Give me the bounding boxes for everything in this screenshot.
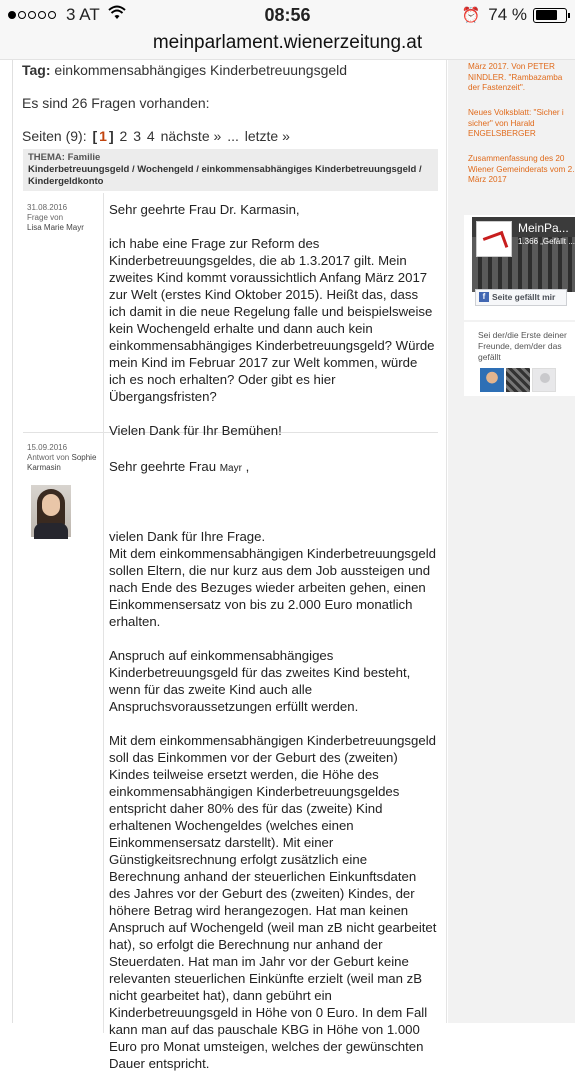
battery-fill [536, 10, 557, 20]
friends-text: Sei der/die Erste deiner Freunde, dem/der das gefällt [478, 330, 567, 362]
facebook-widget [464, 215, 575, 320]
news-link[interactable]: März 2017. Von PETER NINDLER. "Rambazamba der Fastenzeit". [468, 62, 563, 92]
facebook-like-count: 1.366 „Gefällt ... [518, 237, 575, 246]
question-role: Frage von [27, 213, 64, 222]
pagination [22, 128, 292, 144]
friend-avatar[interactable] [480, 368, 504, 392]
signal-dot-icon [8, 11, 16, 19]
facebook-cover[interactable] [472, 217, 575, 292]
avatar[interactable] [31, 485, 71, 537]
friend-avatar[interactable] [532, 368, 556, 392]
like-page-label: Seite gefällt mir [492, 292, 556, 302]
topic-header [23, 149, 438, 191]
answer-greeting [109, 458, 437, 477]
tag-label: Tag: [22, 62, 51, 78]
answer-role-label: Antwort von [27, 453, 70, 462]
status-bar [0, 0, 575, 30]
answer-author[interactable]: Sophie Karmasin [27, 453, 97, 472]
greeting-text: Sehr geehrte Frau [109, 459, 217, 474]
question-meta [27, 203, 97, 233]
divider [103, 193, 104, 433]
question-count: Es sind 26 Fragen vorhanden: [22, 95, 210, 111]
answer-date: 15.09.2016 [27, 443, 68, 452]
battery-percent: 74 % [488, 5, 527, 24]
divider [103, 433, 104, 1033]
greeting-name: Mayr [219, 463, 242, 474]
question-row [23, 193, 438, 438]
main-content [0, 60, 447, 1071]
carrier-name: 3 AT [66, 5, 100, 24]
divider [12, 60, 13, 1023]
facebook-icon: f [479, 292, 489, 302]
tag-value: einkommensabhängiges Kinderbetreuungsgeld [54, 62, 348, 78]
tag-line [22, 62, 347, 78]
answer-meta [27, 443, 97, 473]
friends-box [464, 322, 575, 396]
question-date: 31.08.2016 [27, 203, 68, 212]
topic-links[interactable]: Kinderbetreuungsgeld / Wochengeld / einkommensabhängiges Kinderbetreuungsgeld / Kindergeldkonto [28, 164, 422, 187]
pager-next-link[interactable]: nächste » [160, 128, 222, 144]
pager-prefix: Seiten (9): [22, 128, 87, 144]
question-author: Lisa Marie Mayr [27, 223, 84, 232]
signal-dot-icon [38, 11, 46, 19]
page-logo-icon [476, 221, 512, 257]
question-text: Sehr geehrte Frau Dr. Karmasin, ich habe eine Frage zur Reform des Kinderbetreuungsgeldes, die ab 1.3.2017 gilt. Mein zweites Kind kommt voraussichtlich Anfang März 2017 zur Welt (erstes Kind Oktober 2015). Heißt das, dass ich damit in die neue Regelung falle und beispielsweise kein Wochengeld erhalte und dann auch kein einkommensabhängiges Kinderbetreuungsgeld? Würde mein Kind im Februar 2017 zur Welt kommen, würde ich es noch erhalten? Oder gibt es hier Übergangsfristen? Vielen Dank für Ihr Bemühen! [109, 202, 435, 438]
like-page-button[interactable] [475, 289, 567, 306]
clock: 08:56 [264, 5, 311, 25]
answer-row [23, 433, 438, 1071]
friend-avatar[interactable] [506, 368, 530, 392]
signal-dot-icon [28, 11, 36, 19]
topic-label: THEMA: Familie [28, 152, 101, 163]
greeting-end: , [245, 459, 250, 474]
pager-last-link[interactable]: letzte » [244, 128, 290, 144]
pager-dots: ... [227, 128, 239, 144]
pager-bracket: [ [92, 128, 98, 144]
pager-page-link[interactable]: 2 [119, 128, 128, 144]
answer-text: vielen Dank für Ihre Frage. Mit dem einkommensabhängigen Kinderbetreuungsgeld sollen Eltern, die nur kurz aus dem Job aussteigen und nach Ende des Bezuges wieder arbeiten gehen, einen Einkommensersatz von bis zu 2.000 Euro monatlich erhalten. Anspruch auf einkommensabhängiges Kinderbetreuungsgeld für das zweites Kind besteht, wenn für das zweite Kind auch alle Anspruchsvoraussetzungen erfüllt werden. Mit dem einkommensabhängigen Kinderbetreuungsgeld soll das Einkommen vor der Geburt des (zweiten) Kindes teilweise ersetzt werden, die Höhe des einkommensabhängigen Kinderbetreuungsgeldes entspricht daher 80% des für das (zweite) Kind erhaltenen Wochengeldes (welches einen Einkommensersatz darstellt). Mit einer Günstigkeitsrechnung erfolgt zusätzlich eine Berechnung anhand der steuerlichen Einkunftsdaten des Jahres vor der Geburt des (zweiten) Kindes, der höhere Betrag wird herangezogen. Hat man keinen Anspruch auf Wochengeld (weil man zB nicht gearbeitet hat), so erfolgt die Berechnung nur anhand der Steuerdaten. Hat man im Jahr vor der Geburt keine relevanten steuerlichen Einkünfte erzielt (weil man zB nicht gearbeitet hat), dann gebührt ein Kinderbetreuungsgeld in Höhe von 0 Euro. In dem Fall kann man auf das pauschale KBG in Höhe von 1.000 Euro pro Monat umsteigen, welches der gewünschten Dauer entspricht. [109, 529, 437, 1071]
answer-role [27, 453, 97, 473]
sidebar [448, 60, 575, 1023]
avatar-face [42, 494, 60, 516]
battery-area [462, 5, 567, 25]
signal-area [8, 5, 126, 25]
alarm-icon: ⏰ [461, 7, 481, 24]
pager-page-link[interactable]: 4 [146, 128, 155, 144]
signal-dot-icon [18, 11, 26, 19]
news-link[interactable]: Zusammenfassung des 20 Wiener Gemeinderats vom 2. März 2017 [468, 154, 575, 184]
address-bar[interactable]: meinparlament.wienerzeitung.at [0, 30, 575, 60]
battery-icon [533, 8, 567, 23]
pager-bracket: ] [108, 128, 114, 144]
pager-page-link[interactable]: 3 [133, 128, 141, 144]
avatar-shirt [34, 523, 68, 539]
answer-body [109, 441, 437, 1089]
pager-current: 1 [99, 128, 107, 144]
signal-dot-icon [48, 11, 56, 19]
wifi-icon [108, 6, 126, 25]
facebook-page-title[interactable]: MeinPa... [518, 221, 569, 235]
news-link[interactable]: Neues Volksblatt: "Sicher i sicher" von Harald ENGELSBERGER [468, 108, 564, 138]
